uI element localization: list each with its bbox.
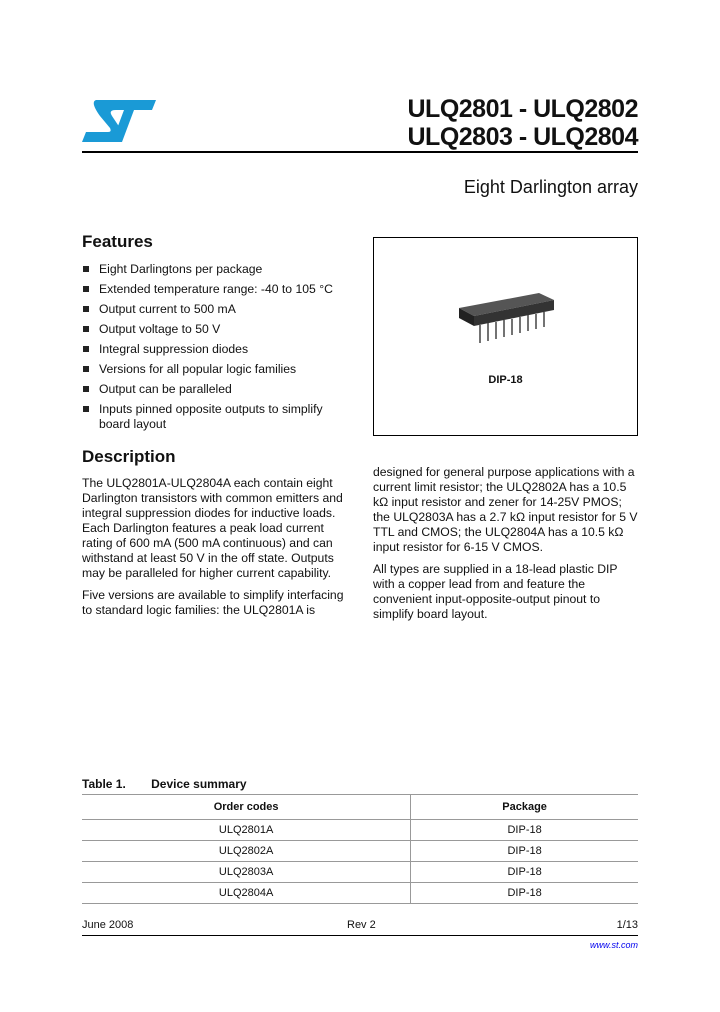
package: DIP-18	[411, 883, 638, 904]
table-row	[82, 820, 638, 841]
feature-item: Extended temperature range: -40 to 105 °C	[82, 282, 342, 297]
table-title: Device summary	[151, 777, 247, 791]
header-order-codes: Order codes	[82, 795, 411, 820]
description-paragraph: All types are supplied in a 18-lead plastic DIP with a copper lead from and feature the convenient input-opposite-output pinout to simplify board layout.	[373, 562, 618, 621]
website-link[interactable]: www.st.com	[589, 940, 638, 950]
description-paragraph: Five versions are available to simplify interfacing to standard logic families: the ULQ2801A is	[82, 588, 344, 617]
feature-item: Versions for all popular logic families	[82, 362, 342, 377]
description-heading: Description	[82, 447, 176, 466]
footer-page: 1/13	[616, 919, 638, 931]
features-heading: Features	[82, 232, 153, 251]
feature-item: Integral suppression diodes	[82, 342, 342, 357]
title-line-2: ULQ2803 - ULQ2804	[407, 123, 638, 151]
package: DIP-18	[411, 820, 638, 841]
subtitle: Eight Darlington array	[463, 177, 638, 197]
table-row	[82, 883, 638, 904]
feature-item: Eight Darlingtons per package	[82, 262, 342, 277]
header-package: Package	[411, 795, 638, 820]
package-figure	[373, 237, 638, 436]
title-line-1: ULQ2801 - ULQ2802	[407, 95, 638, 123]
st-logo	[82, 98, 158, 144]
feature-item: Output can be paralleled	[82, 382, 342, 397]
device-summary-table	[82, 794, 638, 904]
table-number: Table 1.	[82, 777, 126, 791]
table-row	[82, 862, 638, 883]
dip-package-image	[454, 288, 564, 348]
order-code: ULQ2801A	[82, 820, 411, 841]
feature-item: Output voltage to 50 V	[82, 322, 342, 337]
feature-item: Output current to 500 mA	[82, 302, 342, 317]
feature-item: Inputs pinned opposite outputs to simplify board layout	[82, 402, 342, 432]
package: DIP-18	[411, 841, 638, 862]
features-list	[82, 262, 342, 437]
footer-rule	[82, 935, 638, 936]
order-code: ULQ2803A	[82, 862, 411, 883]
table-caption	[82, 777, 247, 791]
table-row	[82, 841, 638, 862]
description-paragraph: The ULQ2801A-ULQ2804A each contain eight Darlington transistors with common emitters and integral suppression diodes for inductive loads. Each Darlington features a peak load current rating of 600 mA (500 mA continuous) and can withstand at least 50 V in the off state. Outputs may be paralleled for higher current capability.	[82, 476, 343, 580]
order-code: ULQ2802A	[82, 841, 411, 862]
footer-date: June 2008	[82, 919, 134, 931]
order-code: ULQ2804A	[82, 883, 411, 904]
package: DIP-18	[411, 862, 638, 883]
table-header-row	[82, 795, 638, 820]
description-paragraph: designed for general purpose applications with a current limit resistor; the ULQ2802A has a 10.5 kΩ input resistor and zener for 14-25V PMOS; the ULQ2803A has a 2.7 kΩ input resistor for 5 V TTL and CMOS; the ULQ2804A has a 10.5 kΩ input resistor for 6-15 V CMOS.	[373, 465, 638, 554]
footer-rev: Rev 2	[347, 919, 376, 931]
package-label: DIP-18	[488, 374, 523, 386]
